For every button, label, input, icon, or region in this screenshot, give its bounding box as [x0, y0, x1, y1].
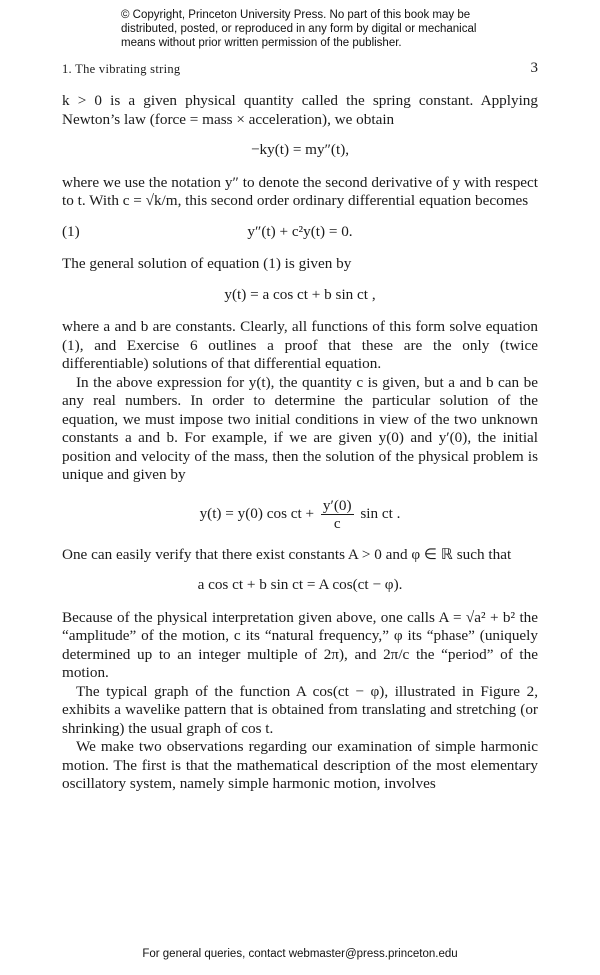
equation-ic-right: sin ct .: [360, 504, 401, 522]
paragraph-2: where we use the notation y″ to denote the second derivative of y with respect to t. With c = √k/m, this second order ordinary differential equation becomes: [62, 173, 538, 209]
copyright-line-3: means without prior written permission of the publisher.: [121, 37, 402, 49]
paragraph-3: The general solution of equation (1) is given by: [62, 255, 352, 272]
running-head: [62, 60, 538, 78]
paragraph-7: Because of the physical interpretation given above, one calls A = √a² + b² the “amplitude” of the motion, c its “natural frequency,” φ its “phase” (uniquely determined up to an integer multiple of 2π), and 2π/c the “period” of the motion.: [62, 608, 538, 681]
paragraph-4: where a and b are constants. Clearly, all functions of this form solve equation (1), and Exercise 6 outlines a proof that these are the only (twice differentiable) solutions of that differential equation.: [62, 318, 538, 372]
equation-amplitude-phase: a cos ct + b sin ct = A cos(ct − φ).: [197, 576, 403, 593]
copyright-notice: [0, 8, 600, 50]
equation-1: [62, 223, 538, 242]
fraction-numerator: y′(0): [322, 496, 352, 514]
paragraph-8: The typical graph of the function A cos(ct − φ), illustrated in Figure 2, exhibits a wavelike pattern that is obtained from translating and stretching (or shrinking) the usual graph of cos t.: [62, 682, 538, 737]
footer-contact: For general queries, contact webmaster@press.princeton.edu: [142, 948, 458, 960]
fraction: [321, 497, 354, 532]
equation-ic-left: y(t) = y(0) cos ct +: [199, 504, 315, 522]
equation-number: (1): [62, 222, 80, 240]
copyright-line-2: distributed, posted, or reproduced in any form by digital or mechanical: [121, 23, 477, 35]
chapter-title: 1. The vibrating string: [62, 62, 181, 76]
fraction-denominator: c: [333, 514, 341, 532]
copyright-line-1: © Copyright, Princeton University Press. No part of this book may be: [121, 9, 471, 21]
equation-initial-conditions: [62, 497, 538, 532]
paragraph-9: We make two observations regarding our examination of simple harmonic motion. The first is that the mathematical description of the most elementary oscillatory system, namely simple harmonic motion, involves: [62, 738, 538, 792]
paragraph-1: k > 0 is a given physical quantity called the spring constant. Applying Newton’s law (force = mass × acceleration), we obtain: [62, 92, 538, 128]
paragraph-5: In the above expression for y(t), the quantity c is given, but a and b can be any real numbers. In order to determine the particular solution of the equation, we must impose two initial conditions in view of the two unknown constants a and b. For example, if we are given y(0) and y′(0), the initial position and velocity of the mass, then the solution of the physical problem is unique and given by: [62, 373, 538, 483]
equation-general-solution: y(t) = a cos ct + b sin ct ,: [224, 285, 376, 303]
page-body: [62, 92, 538, 794]
page-number: 3: [530, 60, 538, 76]
equation-1-body: y″(t) + c²y(t) = 0.: [247, 222, 353, 240]
paragraph-6: One can easily verify that there exist constants A > 0 and φ ∈ ℝ such that: [62, 545, 512, 563]
equation-newton: −ky(t) = my″(t),: [250, 141, 350, 158]
